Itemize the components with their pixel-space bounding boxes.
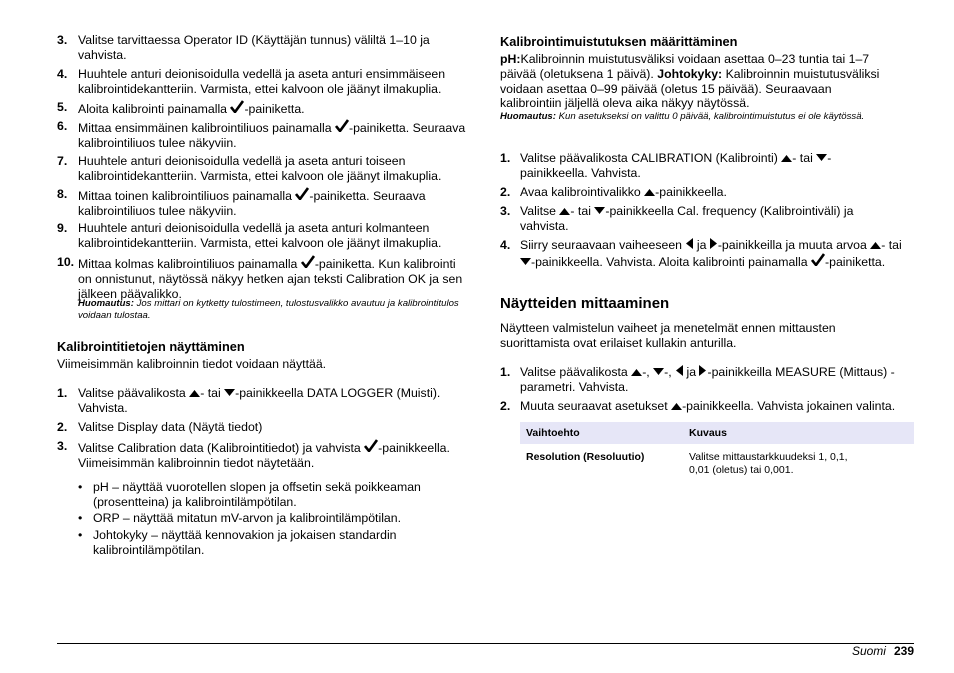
intro-text: Viimeisimmän kalibroinnin tiedot voidaan näyttää. — [57, 357, 327, 371]
step-d-2: 2. Muuta seuraavat asetukset -painikkeella. Vahvista jokainen valinta. — [500, 399, 896, 413]
arrow-right-icon — [710, 238, 718, 249]
arrow-up-icon — [671, 402, 682, 410]
intro-measuring: Näytteen valmistelun vaiheet ja menetelmät ennen mittausten suorittamista ovat erilaiset kullakin anturilla. — [500, 321, 836, 350]
section-heading-reminder: Kalibrointimuistutuksen määrittäminen — [500, 34, 738, 49]
footer-language: Suomi — [851, 644, 886, 658]
note-printer: Huomautus: Jos mittari on kytketty tulostimeen, tulostusvalikko avautuu ja kalibrointitulos voidaan tulostaa. — [78, 298, 459, 322]
settings-table — [520, 422, 914, 477]
arrow-up-icon — [870, 241, 881, 249]
step-6: 6. Mittaa ensimmäinen kalibrointiliuos painamalla -painiketta. Seuraava kalibrointiliuos tulee näkyviin. — [57, 119, 466, 150]
step-c-1: 1. Valitse päävalikosta CALIBRATION (Kalibrointi) - tai -painikkeella. Vahvista. — [500, 151, 832, 180]
step-d-1: 1. Valitse päävalikosta -, -, ja -painikkeilla MEASURE (Mittaus) -parametri. Vahvista. — [500, 365, 895, 394]
page-number: 239 — [893, 644, 914, 658]
bullet-ph: • pH – näyttää vuorotellen slopen ja offsetin sekä poikkeaman (prosentteina) ja kalibrointilämpötilan. — [78, 480, 421, 509]
footer — [852, 644, 914, 659]
note-reminder: Huomautus: Kun asetukseksi on valittu 0 päivää, kalibrointimuistutus ei ole käytössä. — [500, 111, 865, 122]
step-b-3: 3. Valitse Calibration data (Kalibrointitiedot) ja vahvista -painikkeella. Viimeisimmän kalibroinnin tiedot näytetään. — [57, 439, 450, 470]
footer-rule — [57, 643, 914, 644]
arrow-down-icon — [816, 154, 827, 162]
arrow-up-icon — [644, 188, 655, 196]
reminder-paragraph: pH:Kalibroinnin muistutusväliksi voidaan asettaa 0–23 tuntia tai 1–7 päivää (oletuksena 1 päivä). Johtokyky: Kalibroinnin muistutusväliksi voidaan asettaa 0–99 päivää (oletus 15 päivää). Seuraavaan kalibrointiin jäljellä oleva aika näkyy näytössä. — [500, 52, 880, 111]
check-icon — [364, 439, 378, 452]
step-10: 10. Mittaa kolmas kalibrointiliuos painamalla -painiketta. Kun kalibrointi on onnistunut, näytössä näkyy hetken ajan teksti Calibration OK ja sen jälkeen päävalikko. — [57, 255, 463, 301]
bullet-orp: • ORP – näyttää mitatun mV-arvon ja kalibrointilämpötilan. — [78, 511, 402, 525]
step-c-3: 3. Valitse - tai -painikkeella Cal. frequency (Kalibrointiväli) ja vahvista. — [500, 204, 854, 233]
arrow-up-icon — [631, 368, 642, 376]
table-cell: Resolution (Resoluutio) — [526, 451, 645, 463]
arrow-up-icon — [559, 207, 570, 215]
table-row — [520, 444, 914, 477]
check-icon — [301, 255, 315, 268]
step-3: 3. Valitse tarvittaessa Operator ID (Käyttäjän tunnus) väliltä 1–10 ja vahvista. — [57, 33, 430, 62]
section-heading-calibration-data: Kalibrointitietojen näyttäminen — [57, 339, 245, 354]
arrow-down-icon — [224, 389, 235, 397]
check-icon — [230, 100, 244, 113]
arrow-up-icon — [781, 154, 792, 162]
check-icon — [295, 187, 309, 200]
step-b-2: 2. Valitse Display data (Näytä tiedot) — [57, 420, 263, 434]
step-9: 9. Huuhtele anturi deionisoidulla vedellä ja aseta anturi kolmanteen kalibrointidekantteriin. Varmista, ettei kalvoon ole jäänyt ilmakuplia. — [57, 221, 442, 250]
arrow-down-icon — [653, 368, 664, 376]
arrow-up-icon — [189, 389, 200, 397]
step-8: 8. Mittaa toinen kalibrointiliuos painamalla -painiketta. Seuraava kalibrointiliuos tulee näkyviin. — [57, 187, 426, 218]
check-icon — [811, 253, 825, 266]
step-5: 5. Aloita kalibrointi painamalla -painiketta. — [57, 100, 305, 116]
arrow-down-icon — [594, 207, 605, 215]
step-c-2: 2. Avaa kalibrointivalikko -painikkeella. — [500, 185, 727, 199]
table-cell: Valitse mittaustarkkuudeksi 1, 0,1, 0,01 (oletus) tai 0,001. — [689, 451, 848, 476]
step-b-1: 1. Valitse päävalikosta - tai -painikkeella DATA LOGGER (Muisti). Vahvista. — [57, 386, 441, 415]
table-header: Vaihtoehto — [520, 422, 683, 444]
bullet-conductivity: • Johtokyky – näyttää kennovakion ja jokaisen standardin kalibrointilämpötilan. — [78, 528, 397, 557]
check-icon — [335, 119, 349, 132]
table-header: Kuvaus — [683, 422, 914, 444]
step-4: 4. Huuhtele anturi deionisoidulla vedellä ja aseta anturi ensimmäiseen kalibrointidekantteriin. Varmista, ettei kalvoon ole jäänyt ilmakuplia. — [57, 67, 446, 96]
table-header-row — [520, 422, 914, 444]
arrow-left-icon — [675, 365, 683, 376]
arrow-down-icon — [520, 258, 531, 266]
step-c-4: 4. Siirry seuraavaan vaiheeseen ja -painikkeilla ja muuta arvoa - tai -painikkeella. Vahvista. Aloita kalibrointi painamalla -painiketta. — [500, 238, 902, 269]
section-heading-measuring: Näytteiden mittaaminen — [500, 295, 670, 312]
step-7: 7. Huuhtele anturi deionisoidulla vedellä ja aseta anturi toiseen kalibrointidekantteriin. Varmista, ettei kalvoon ole jäänyt ilmakuplia. — [57, 154, 442, 183]
